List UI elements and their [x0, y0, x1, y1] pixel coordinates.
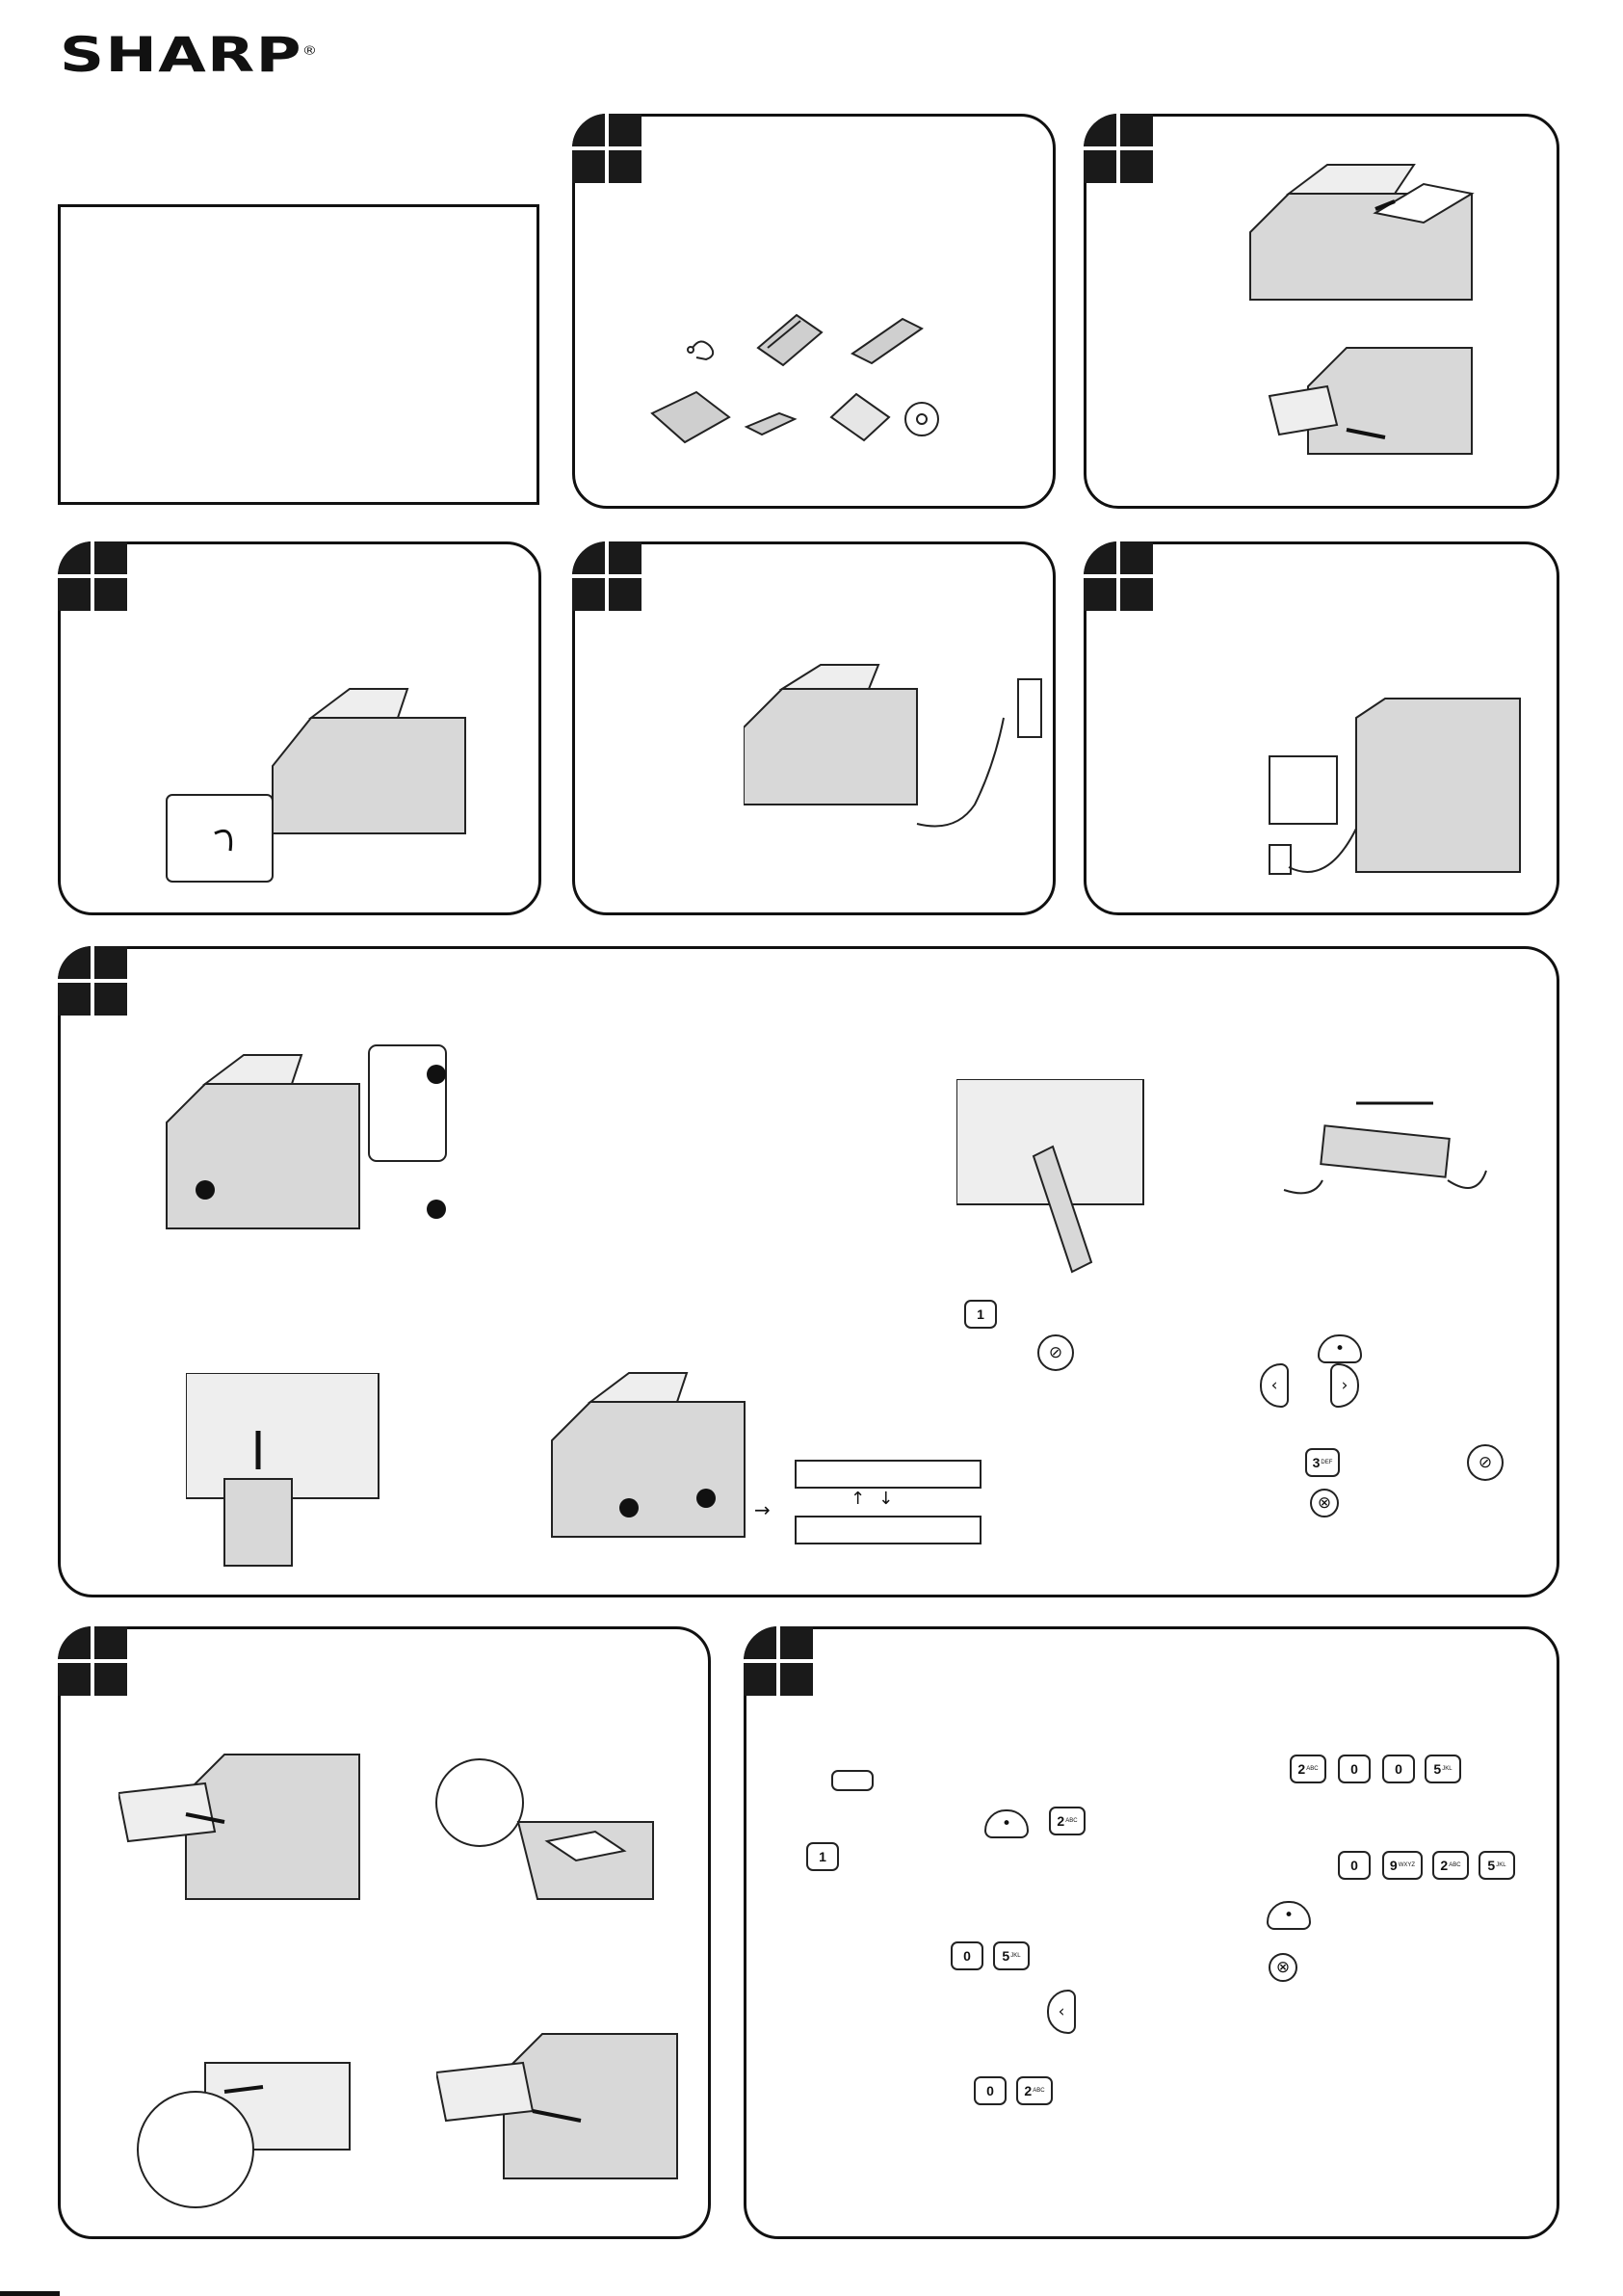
remove-tray-illustration [118, 1735, 379, 1909]
jack-inset [1270, 756, 1337, 824]
insert-tray-illustration [436, 2015, 687, 2207]
step-corner-mark [1084, 114, 1153, 183]
cd-rom-icon [905, 403, 938, 435]
shake-cartridge-illustration [1265, 1084, 1496, 1238]
step-corner-mark [58, 946, 127, 1016]
stop-button[interactable] [1310, 1489, 1339, 1517]
page-footer-mark [0, 2291, 60, 2296]
panel-accessories [572, 114, 1056, 509]
key-5[interactable]: 5 JKL [993, 1941, 1030, 1970]
key-2[interactable]: 2 ABC [1016, 2076, 1053, 2105]
step-corner-mark [1084, 541, 1153, 611]
step-corner-mark [744, 1626, 813, 1696]
wall-outlet-icon [1018, 679, 1041, 737]
key-0[interactable]: 0 [1338, 1851, 1371, 1880]
power-cord-icon [688, 341, 713, 359]
arrow-up-icon: • [1001, 1814, 1012, 1834]
power-connection-illustration [744, 660, 1052, 891]
key-5[interactable]: 5 JKL [1425, 1755, 1461, 1783]
step-bullet-icon [196, 1180, 215, 1200]
panel-power [572, 541, 1056, 915]
panel-phone-line [1084, 541, 1559, 915]
zoom-inset [369, 1045, 446, 1161]
left-arrow-button[interactable] [1260, 1363, 1289, 1408]
phone-line-illustration [1260, 679, 1530, 901]
sharp-logo [60, 27, 318, 83]
intro-box [58, 204, 539, 505]
toner-cartridge-icon [758, 315, 822, 365]
start-button[interactable] [1467, 1444, 1504, 1481]
start-icon: ⊘ [1478, 1453, 1493, 1472]
stop-button[interactable] [1269, 1953, 1297, 1982]
key-2[interactable]: 2 ABC [1432, 1851, 1469, 1880]
key-0[interactable]: 0 [1382, 1755, 1415, 1783]
key-9[interactable]: 9 WXYZ [1382, 1851, 1423, 1880]
stop-icon: ⊗ [1275, 1958, 1291, 1977]
arrow-left-icon: ‹ [1058, 2002, 1065, 2021]
manual-sheet-icon [831, 394, 889, 440]
right-arrow-button[interactable] [1330, 1363, 1359, 1408]
up-arrow-button[interactable] [984, 1809, 1029, 1838]
start-button[interactable] [1037, 1334, 1074, 1371]
arrow-right-icon: › [1341, 1376, 1348, 1395]
step-bullet-icon [427, 1200, 446, 1219]
open-front-cover-illustration [147, 1036, 456, 1267]
key-2[interactable]: 2 ABC [1049, 1807, 1086, 1835]
wall-jack-icon [1270, 845, 1291, 874]
logo-text: SHARP [60, 27, 302, 83]
step-bullet-icon [427, 1065, 446, 1084]
step-corner-mark [572, 541, 641, 611]
panel-install-cartridges [58, 946, 1559, 1597]
up-arrow-button[interactable] [1318, 1334, 1362, 1363]
display-bottom [795, 1516, 982, 1544]
key-1[interactable]: 1 [964, 1300, 997, 1329]
step-corner-mark [58, 541, 127, 611]
paper-guide-illustration [432, 1745, 672, 1938]
handset-icon [746, 413, 795, 435]
key-1[interactable]: 1 [806, 1842, 839, 1871]
key-2[interactable]: 2 ABC [1290, 1755, 1326, 1783]
insert-toner-illustration [186, 1373, 398, 1595]
step-corner-mark [572, 114, 641, 183]
display-top [795, 1460, 982, 1489]
display-cycle-arrows-icon: ↑↓ [851, 1489, 907, 1509]
start-icon: ⊘ [1048, 1343, 1063, 1362]
feeder-illustration [1231, 155, 1491, 492]
panel-open-cover [58, 541, 541, 915]
arrow-up-icon: • [1283, 1906, 1295, 1925]
arrow-up-icon: • [1334, 1339, 1346, 1359]
release-lever-illustration [157, 679, 523, 891]
key-0[interactable]: 0 [1338, 1755, 1371, 1783]
paper-tray-icon [652, 392, 729, 442]
stop-icon: ⊗ [1317, 1493, 1332, 1513]
key-0[interactable]: 0 [974, 2076, 1007, 2105]
accessories-illustration [633, 309, 980, 463]
key-5[interactable]: 5 JKL [1479, 1851, 1515, 1880]
panel-load-paper [58, 1626, 711, 2239]
arrow-right-icon: → [754, 1498, 771, 1521]
power-cord [917, 718, 1004, 827]
panel-feeder [1084, 114, 1559, 509]
close-front-cover-illustration [533, 1363, 783, 1556]
arrow-left-icon: ‹ [1270, 1376, 1278, 1395]
registered-mark: ® [301, 43, 319, 58]
blank-key[interactable] [831, 1770, 874, 1791]
key-3[interactable]: 3 DEF [1305, 1448, 1340, 1477]
step-corner-mark [58, 1626, 127, 1696]
adjust-guide-illustration [118, 2053, 359, 2217]
key-0[interactable]: 0 [951, 1941, 983, 1970]
left-arrow-button[interactable] [1047, 1990, 1076, 2034]
panel-key-operations [744, 1626, 1559, 2239]
zoom-inset [167, 795, 273, 882]
drum-cartridge-icon [852, 319, 922, 363]
insert-drum-illustration [956, 1079, 1149, 1286]
up-arrow-button[interactable] [1267, 1901, 1311, 1930]
